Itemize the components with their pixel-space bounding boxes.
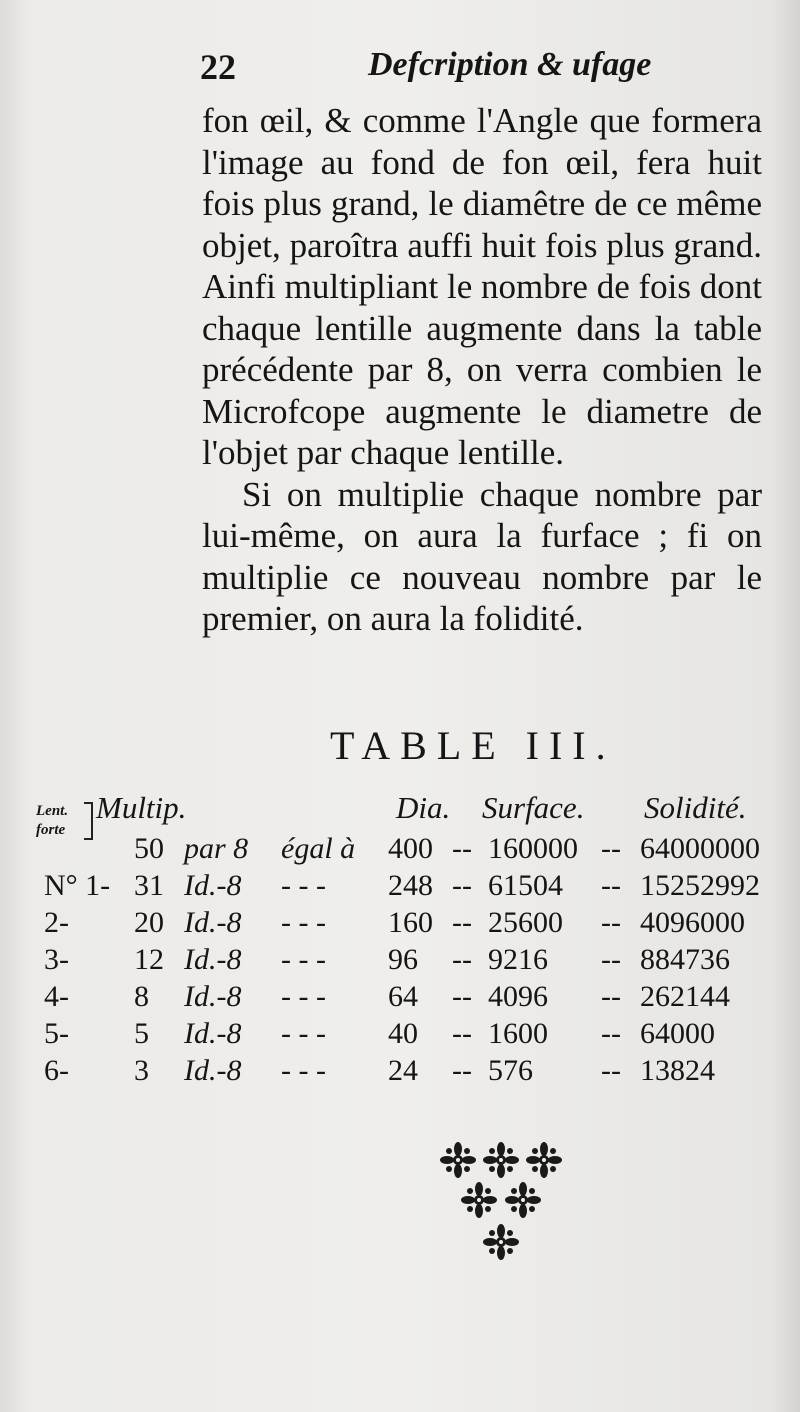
cell-number: 8 [134, 980, 149, 1013]
cell-diameter: 160 [388, 906, 433, 939]
table-row [36, 943, 776, 980]
cell-number: 3 [134, 1054, 149, 1087]
cell-lens: 3- [44, 943, 69, 976]
cell-surface: 9216 [488, 943, 548, 976]
paragraph: fon œil, & comme l'Angle que formera l'image au fond de fon œil, fera huit fois plus grand, le diamêtre de ce même objet, paroîtra auffi huit fois plus grand. Ainfi multipliant le nombre de fois dont chaque lentille augmente dans la table précédente par 8, on verra combien le Microfcope augmente le diametre de l'objet par chaque lentille. [202, 101, 762, 472]
header-multip: Multip. [96, 790, 187, 825]
cell-solidite: 13824 [640, 1054, 715, 1087]
cell-surface: 160000 [488, 832, 578, 865]
cell-separator: -- [452, 869, 472, 902]
cell-multiplier: Id.-8 [184, 980, 242, 1013]
header-lentille: Lent. [36, 803, 69, 819]
cell-equals: - - - [281, 1054, 326, 1087]
table-row [36, 980, 776, 1017]
cell-lens: 5- [44, 1017, 69, 1050]
table-row [36, 869, 776, 906]
cell-solidite: 4096000 [640, 906, 745, 939]
cell-surface: 25600 [488, 906, 563, 939]
cell-number: 31 [134, 869, 164, 902]
cell-lens: 6- [44, 1054, 69, 1087]
cell-separator: -- [452, 906, 472, 939]
cell-solidite: 884736 [640, 943, 730, 976]
cell-number: 12 [134, 943, 164, 976]
table-row [36, 906, 776, 943]
cell-surface: 4096 [488, 980, 548, 1013]
cell-surface: 61504 [488, 869, 563, 902]
cell-surface: 576 [488, 1054, 533, 1087]
cell-multiplier: Id.-8 [184, 943, 242, 976]
cell-separator: -- [601, 1017, 621, 1050]
cell-equals: - - - [281, 943, 326, 976]
cell-number: 5 [134, 1017, 149, 1050]
header-solidite: Solidité. [644, 790, 747, 825]
table-header [36, 788, 776, 838]
cell-separator: -- [452, 1054, 472, 1087]
cell-multiplier: Id.-8 [184, 906, 242, 939]
header-dia: Dia. [396, 790, 451, 825]
cell-separator: -- [601, 869, 621, 902]
body-text [202, 100, 762, 640]
cell-equals: - - - [281, 906, 326, 939]
header-surface: Surface. [482, 790, 585, 825]
cell-solidite: 64000 [640, 1017, 715, 1050]
cell-separator: -- [601, 943, 621, 976]
cell-equals: - - - [281, 980, 326, 1013]
cell-separator: -- [452, 832, 472, 865]
table-row [36, 1054, 776, 1091]
cell-separator: -- [601, 1054, 621, 1087]
table-row [36, 1017, 776, 1054]
cell-equals: égal à [281, 832, 356, 865]
cell-diameter: 248 [388, 869, 433, 902]
cell-separator: -- [601, 906, 621, 939]
page-number: 22 [200, 47, 236, 87]
header-forte: forte [36, 822, 66, 838]
cell-separator: -- [601, 832, 621, 865]
cell-equals: - - - [281, 1017, 326, 1050]
cell-lens: 2- [44, 906, 69, 939]
table-row [36, 832, 776, 869]
cell-diameter: 24 [388, 1054, 418, 1087]
cell-separator: -- [601, 980, 621, 1013]
cell-lens: 4- [44, 980, 69, 1013]
cell-solidite: 64000000 [640, 832, 760, 865]
table-body [36, 832, 776, 1091]
cell-solidite: 262144 [640, 980, 730, 1013]
cell-multiplier: Id.-8 [184, 869, 242, 902]
cell-multiplier: Id.-8 [184, 1017, 242, 1050]
cell-separator: -- [452, 943, 472, 976]
fleuron-ornament-icon [436, 1138, 566, 1268]
cell-separator: -- [452, 980, 472, 1013]
cell-equals: - - - [281, 869, 326, 902]
cell-diameter: 96 [388, 943, 418, 976]
page-header [200, 46, 670, 96]
running-title: Defcription & ufage [368, 46, 652, 83]
cell-multiplier: par 8 [184, 832, 249, 865]
paragraph: Si on multiplie chaque nombre par lui-même, on aura la furface ; fi on multiplie ce nouveau nombre par le premier, on aura la folidité. [202, 474, 762, 638]
table-title: TABLE III. [330, 723, 616, 768]
cell-separator: -- [452, 1017, 472, 1050]
cell-solidite: 15252992 [640, 869, 760, 902]
cell-number: 50 [134, 832, 164, 865]
cell-number: 20 [134, 906, 164, 939]
cell-multiplier: Id.-8 [184, 1054, 242, 1087]
cell-diameter: 64 [388, 980, 418, 1013]
cell-diameter: 40 [388, 1017, 418, 1050]
magnification-table [36, 788, 776, 1091]
cell-diameter: 400 [388, 832, 433, 865]
cell-surface: 1600 [488, 1017, 548, 1050]
cell-lens: N° 1- [44, 869, 111, 902]
